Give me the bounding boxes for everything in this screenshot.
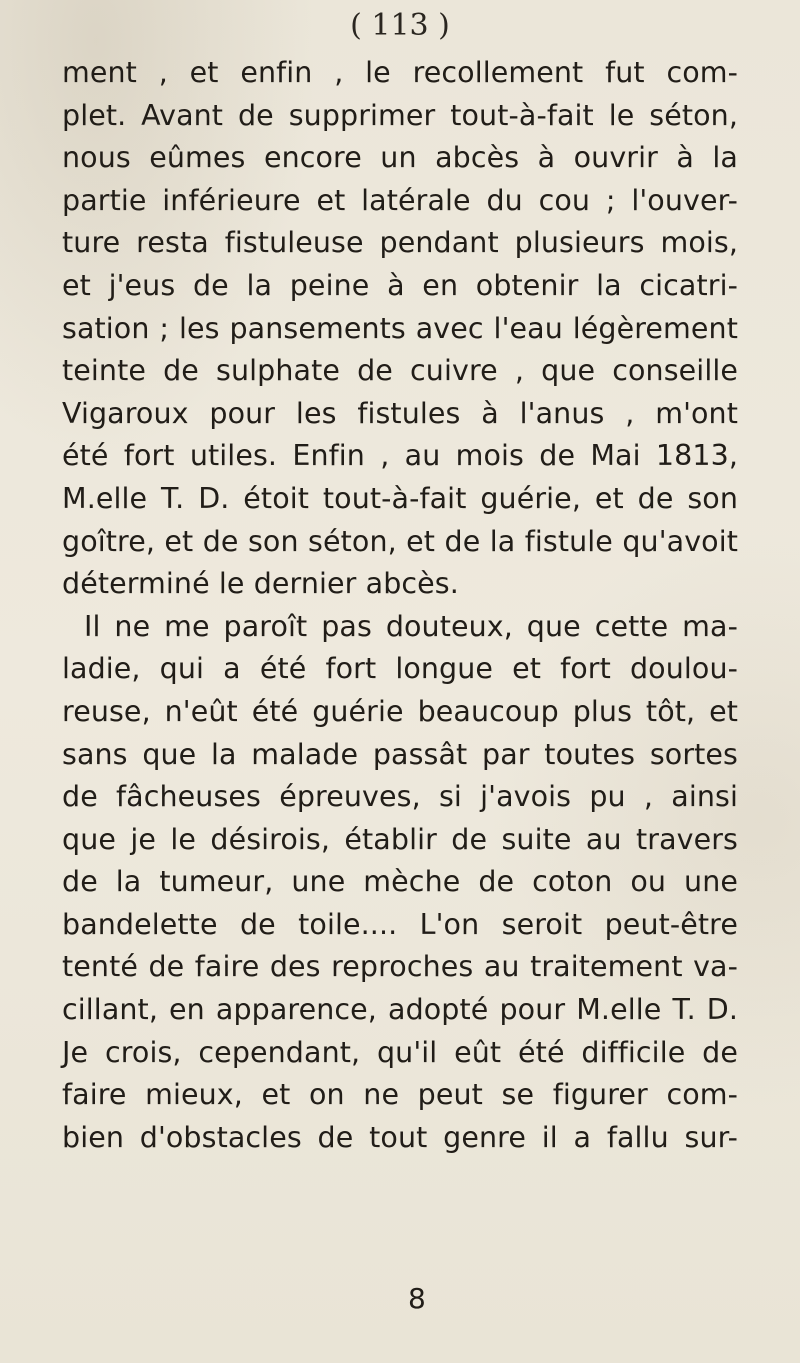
signature-mark: 8 — [408, 1282, 426, 1315]
text-line: que je le désirois, établir de suite au travers — [62, 822, 738, 856]
text-line: et j'eus de la peine à en obtenir la cicatri- — [62, 268, 738, 302]
text-line: faire mieux, et on ne peut se figurer com- — [62, 1078, 738, 1112]
text-line: M.elle T. D. étoit tout-à-fait guérie, et de son — [62, 481, 738, 515]
text-line: tenté de faire des reproches au traitement va- — [62, 950, 738, 984]
text-line: été fort utiles. Enfin , au mois de Mai 1813, — [62, 439, 738, 473]
text-line: Vigaroux pour les fistules à l'anus , m'ont — [62, 396, 738, 430]
text-line: ture resta fistuleuse pendant plusieurs mois, — [62, 226, 738, 260]
text-line: sans que la malade passât par toutes sortes — [62, 737, 738, 771]
text-line: Je crois, cependant, qu'il eût été difficile de — [62, 1035, 738, 1069]
page-number-header: ( 113 ) — [350, 8, 450, 43]
text-line: cillant, en apparence, adopté pour M.elle T. D. — [62, 993, 738, 1027]
text-line: sation ; les pansements avec l'eau légèrement — [62, 311, 738, 345]
text-line: plet. Avant de supprimer tout-à-fait le séton, — [62, 98, 738, 132]
text-line: ladie, qui a été fort longue et fort doulou- — [62, 652, 738, 686]
paragraph-end-line: déterminé le dernier abcès. — [62, 567, 459, 601]
paragraph-start-line: Il ne me paroît pas douteux, que cette ma- — [84, 609, 738, 643]
text-line: de fâcheuses épreuves, si j'avois pu , ainsi — [62, 780, 738, 814]
text-line: bandelette de toile.... L'on seroit peut-être — [62, 907, 738, 941]
text-line: nous eûmes encore un abcès à ouvrir à la — [62, 141, 738, 175]
body-text — [62, 52, 738, 1159]
text-line: de la tumeur, une mèche de coton ou une — [62, 865, 738, 899]
text-line: ment , et enfin , le recollement fut com- — [62, 56, 738, 89]
text-line: teinte de sulphate de cuivre , que conseille — [62, 354, 738, 388]
text-line: partie inférieure et latérale du cou ; l'ouver- — [62, 183, 738, 217]
text-line: bien d'obstacles de tout genre il a fallu sur- — [62, 1120, 738, 1154]
text-line: reuse, n'eût été guérie beaucoup plus tôt, et — [62, 694, 738, 728]
text-line: goître, et de son séton, et de la fistule qu'avoit — [62, 524, 738, 558]
